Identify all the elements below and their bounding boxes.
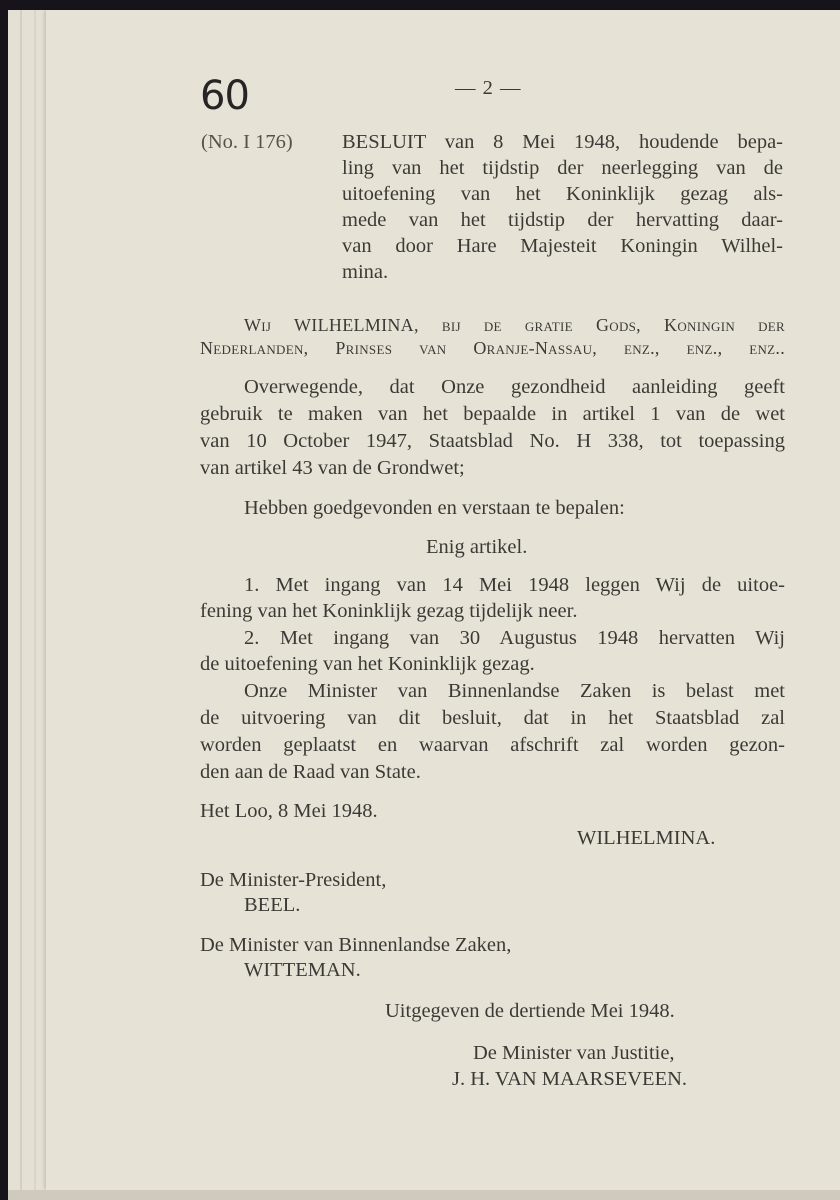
place-date: Het Loo, 8 Mei 1948. [200, 800, 378, 822]
paragraph-line: 1. Met ingang van 14 Mei 1948 leggen Wij de uitoe- [244, 574, 785, 596]
paragraph-line: fening van het Koninklijk gezag tijdelijk neer. [200, 600, 578, 622]
page-edge [34, 10, 36, 1190]
royal-signature: WILHELMINA. [577, 827, 716, 849]
paragraph-line: gebruik te maken van het bepaalde in artikel 1 van de wet [200, 403, 785, 425]
preamble-line: Wij WILHELMINA, bij de gratie Gods, Koningin der [244, 315, 785, 335]
title-line: van door Hare Majesteit Koningin Wilhel- [342, 235, 783, 257]
page-edge [20, 10, 22, 1190]
paragraph-line: Overwegende, dat Onze gezondheid aanleiding geeft [244, 376, 785, 398]
title-line: mina. [342, 261, 389, 283]
issued-line: Uitgegeven de dertiende Mei 1948. [385, 1000, 675, 1022]
title-line: uitoefening van het Koninklijk gezag als- [342, 183, 783, 205]
paragraph-line: worden geplaatst en waarvan afschrift zal worden gezon- [200, 734, 785, 756]
paragraph-line: van 10 October 1947, Staatsblad No. H 338, tot toepassing [200, 430, 785, 452]
title-line: mede van het tijdstip der hervatting daar- [342, 209, 783, 231]
page-number: — 2 — [455, 77, 522, 99]
justice-role: De Minister van Justitie, [473, 1042, 675, 1064]
resolution-line: Hebben goedgevonden en verstaan te bepalen: [244, 497, 625, 519]
paragraph-line: den aan de Raad van State. [200, 761, 421, 783]
countersign-role: De Minister-President, [200, 869, 387, 891]
paragraph-line: Onze Minister van Binnenlandse Zaken is belast met [244, 680, 785, 702]
paragraph-line: de uitvoering van dit besluit, dat in het Staatsblad zal [200, 707, 785, 729]
page-bottom-edge [8, 1190, 840, 1200]
preamble-line: Nederlanden, Prinses van Oranje-Nassau, enz., enz., enz.. [200, 338, 785, 358]
justice-name: J. H. VAN MAARSEVEEN. [452, 1068, 688, 1090]
title-line: ling van het tijdstip der neerlegging van de [342, 157, 783, 179]
countersign-role: De Minister van Binnenlandse Zaken, [200, 934, 512, 956]
decree-serial-number: (No. I 176) [201, 131, 293, 153]
countersign-name: WITTEMAN. [244, 959, 361, 981]
countersign-name: BEEL. [244, 894, 301, 916]
paragraph-line: 2. Met ingang van 30 Augustus 1948 hervatten Wij [244, 627, 785, 649]
title-line: BESLUIT van 8 Mei 1948, houdende bepa- [342, 131, 783, 153]
paragraph-line: van artikel 43 van de Grondwet; [200, 457, 465, 479]
handwritten-page-number: 60 [200, 73, 249, 119]
article-heading: Enig artikel. [426, 536, 528, 558]
paragraph-line: de uitoefening van het Koninklijk gezag. [200, 653, 535, 675]
